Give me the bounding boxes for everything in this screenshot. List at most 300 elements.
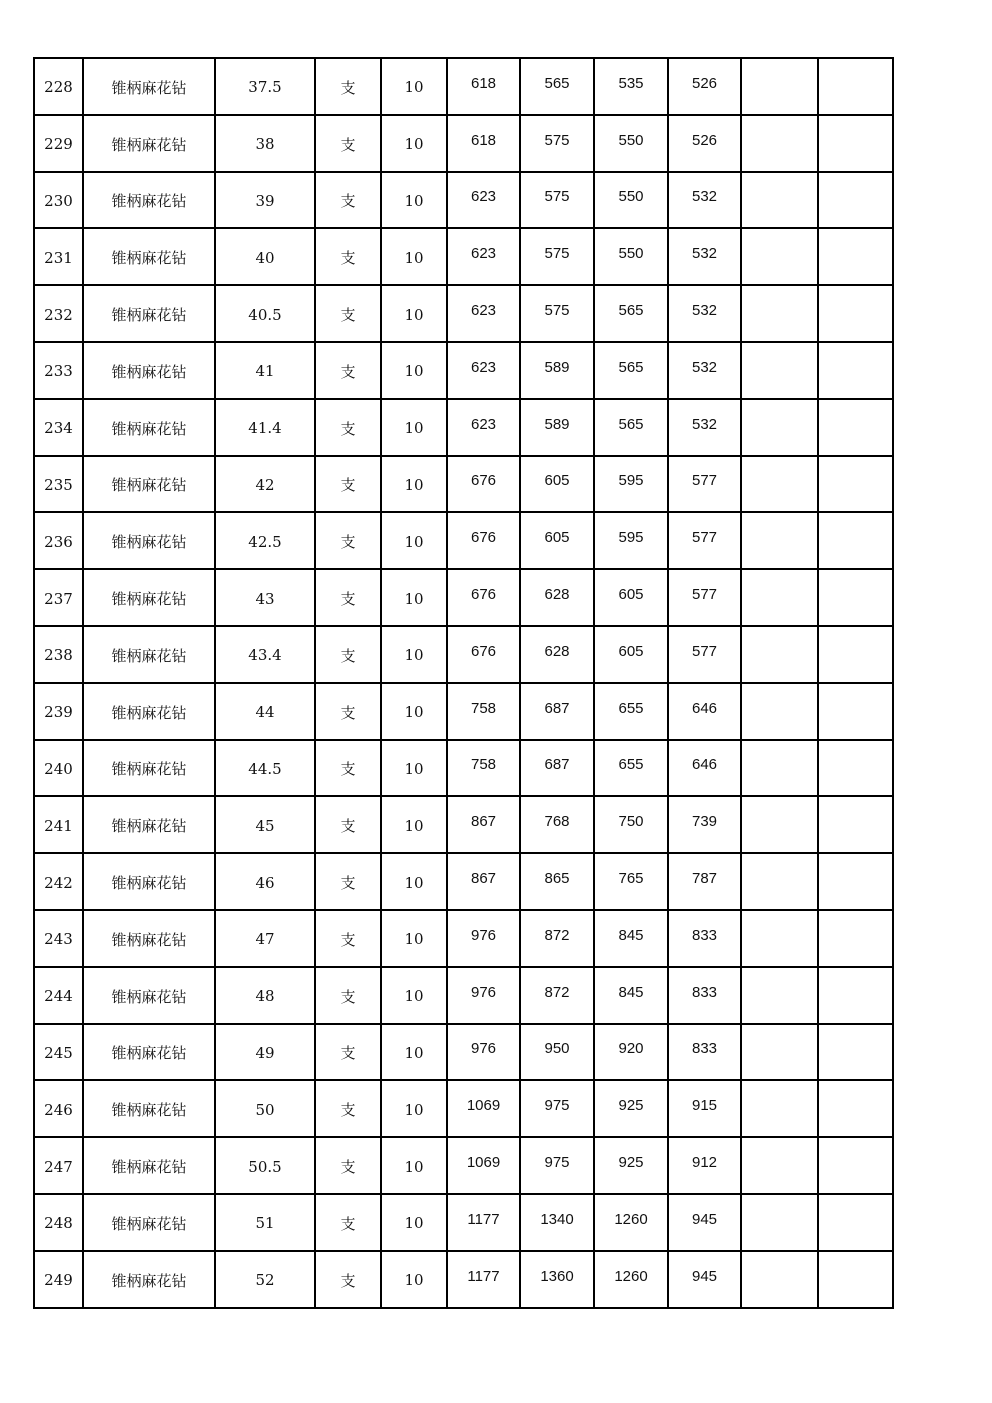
quantity-cell (381, 740, 447, 797)
row-number-cell (34, 172, 83, 229)
price-4-cell-text: 945 (691, 1267, 718, 1285)
quantity-cell-text: 10 (404, 1157, 424, 1176)
price-4-cell (668, 853, 741, 910)
spec-cell-text: 43 (255, 589, 275, 608)
unit-cell-text: 支 (340, 306, 356, 325)
row-number-cell-text: 236 (44, 532, 73, 551)
quantity-cell (381, 285, 447, 342)
price-1-cell (447, 1080, 520, 1137)
unit-cell-text: 支 (340, 135, 356, 154)
blank-cell-2 (818, 1194, 893, 1251)
item-name-cell (83, 399, 215, 456)
item-name-cell (83, 796, 215, 853)
spec-cell (215, 1137, 315, 1194)
item-name-cell-text: 锥柄麻花钻 (111, 590, 187, 609)
price-4-cell-text: 833 (691, 926, 718, 944)
item-name-cell (83, 1137, 215, 1194)
spec-cell (215, 1194, 315, 1251)
price-3-cell (594, 456, 668, 513)
price-2-cell (520, 740, 594, 797)
price-1-cell-text: 623 (470, 245, 497, 263)
blank-cell-1 (741, 626, 818, 683)
item-name-cell-text: 锥柄麻花钻 (111, 1158, 187, 1177)
item-name-cell (83, 58, 215, 115)
table-row (34, 967, 893, 1024)
quantity-cell-text: 10 (404, 816, 424, 835)
table-row (34, 740, 893, 797)
row-number-cell (34, 1080, 83, 1137)
spec-cell (215, 342, 315, 399)
unit-cell (315, 115, 381, 172)
blank-cell-1 (741, 569, 818, 626)
unit-cell-text: 支 (340, 1101, 356, 1120)
blank-cell-1 (741, 1080, 818, 1137)
price-3-cell (594, 1024, 668, 1081)
price-2-cell (520, 796, 594, 853)
quantity-cell (381, 683, 447, 740)
unit-cell (315, 58, 381, 115)
price-2-cell (520, 1251, 594, 1308)
price-2-cell (520, 342, 594, 399)
item-name-cell (83, 512, 215, 569)
spec-cell-text: 43.4 (248, 646, 282, 665)
price-4-cell (668, 115, 741, 172)
table-row (34, 172, 893, 229)
blank-cell-2 (818, 967, 893, 1024)
item-name-cell (83, 456, 215, 513)
table-row (34, 910, 893, 967)
price-2-cell (520, 967, 594, 1024)
price-1-cell (447, 1251, 520, 1308)
quantity-cell (381, 1080, 447, 1137)
spec-cell (215, 399, 315, 456)
price-2-cell-text: 589 (544, 358, 570, 376)
price-4-cell (668, 285, 741, 342)
price-3-cell-text: 565 (618, 302, 644, 320)
blank-cell-2 (818, 399, 893, 456)
spec-cell (215, 115, 315, 172)
quantity-cell-text: 10 (404, 987, 424, 1006)
blank-cell-2 (818, 115, 893, 172)
quantity-cell-text: 10 (404, 646, 424, 665)
quantity-cell (381, 1251, 447, 1308)
unit-cell-text: 支 (340, 249, 356, 268)
price-1-cell (447, 740, 520, 797)
row-number-cell-text: 243 (44, 930, 73, 949)
row-number-cell-text: 246 (44, 1100, 73, 1119)
row-number-cell (34, 342, 83, 399)
price-1-cell-text: 1177 (467, 1210, 500, 1228)
price-4-cell-text: 526 (691, 74, 718, 92)
spec-cell (215, 1080, 315, 1137)
unit-cell (315, 285, 381, 342)
quantity-cell (381, 1137, 447, 1194)
quantity-cell (381, 853, 447, 910)
item-name-cell-text: 锥柄麻花钻 (111, 987, 187, 1006)
spec-cell-text: 46 (255, 873, 275, 892)
price-2-cell (520, 569, 594, 626)
price-2-cell (520, 172, 594, 229)
price-4-cell (668, 172, 741, 229)
item-name-cell-text: 锥柄麻花钻 (111, 1101, 187, 1120)
spec-cell-text: 38 (255, 135, 275, 154)
unit-cell-text: 支 (340, 78, 356, 97)
quantity-cell-text: 10 (404, 475, 424, 494)
price-2-cell-text: 1360 (540, 1267, 574, 1285)
blank-cell-1 (741, 228, 818, 285)
price-1-cell (447, 683, 520, 740)
price-4-cell (668, 1251, 741, 1308)
row-number-cell (34, 683, 83, 740)
quantity-cell-text: 10 (404, 1214, 424, 1233)
price-1-cell (447, 342, 520, 399)
row-number-cell-text: 239 (44, 703, 73, 722)
blank-cell-2 (818, 910, 893, 967)
price-4-cell (668, 1024, 741, 1081)
price-2-cell-text: 687 (544, 699, 570, 717)
quantity-cell-text: 10 (404, 930, 424, 949)
price-3-cell-text: 565 (618, 358, 644, 376)
unit-cell (315, 853, 381, 910)
item-name-cell (83, 172, 215, 229)
price-1-cell-text: 976 (470, 1040, 497, 1058)
quantity-cell (381, 626, 447, 683)
price-1-cell-text: 618 (470, 74, 497, 92)
spec-cell-text: 48 (255, 987, 275, 1006)
price-4-cell (668, 796, 741, 853)
price-1-cell-text: 623 (470, 415, 497, 433)
item-name-cell-text: 锥柄麻花钻 (111, 78, 187, 97)
blank-cell-2 (818, 172, 893, 229)
price-3-cell-text: 750 (618, 813, 644, 831)
price-1-cell (447, 1194, 520, 1251)
quantity-cell (381, 115, 447, 172)
item-name-cell-text: 锥柄麻花钻 (111, 249, 187, 268)
unit-cell (315, 1024, 381, 1081)
table-body (34, 58, 893, 1308)
price-1-cell-text: 676 (470, 472, 497, 490)
unit-cell-text: 支 (340, 987, 356, 1006)
price-1-cell (447, 1137, 520, 1194)
price-3-cell (594, 512, 668, 569)
quantity-cell (381, 796, 447, 853)
price-1-cell-text: 618 (470, 131, 497, 149)
spec-cell-text: 44 (255, 703, 275, 722)
price-3-cell (594, 1080, 668, 1137)
item-name-cell (83, 1251, 215, 1308)
item-name-cell-text: 锥柄麻花钻 (111, 646, 187, 665)
quantity-cell-text: 10 (404, 1271, 424, 1290)
price-2-cell-text: 605 (544, 472, 570, 490)
unit-cell (315, 796, 381, 853)
price-1-cell-text: 867 (470, 813, 497, 831)
quantity-cell (381, 1024, 447, 1081)
blank-cell-1 (741, 1137, 818, 1194)
quantity-cell (381, 228, 447, 285)
spec-cell-text: 50 (255, 1100, 275, 1119)
row-number-cell-text: 228 (44, 78, 73, 97)
quantity-cell (381, 569, 447, 626)
quantity-cell (381, 58, 447, 115)
row-number-cell (34, 285, 83, 342)
spec-cell-text: 40 (255, 248, 275, 267)
price-3-cell-text: 595 (618, 472, 644, 490)
row-number-cell (34, 1251, 83, 1308)
unit-cell (315, 228, 381, 285)
item-name-cell-text: 锥柄麻花钻 (111, 760, 187, 779)
price-2-cell-text: 589 (544, 415, 570, 433)
row-number-cell-text: 235 (44, 475, 73, 494)
spec-cell-text: 45 (255, 816, 275, 835)
price-2-cell (520, 115, 594, 172)
blank-cell-2 (818, 512, 893, 569)
price-4-cell (668, 1137, 741, 1194)
spec-cell (215, 569, 315, 626)
item-name-cell (83, 683, 215, 740)
price-3-cell (594, 910, 668, 967)
table-row (34, 1251, 893, 1308)
unit-cell-text: 支 (340, 533, 356, 552)
price-1-cell (447, 58, 520, 115)
spec-cell (215, 1024, 315, 1081)
table-row (34, 399, 893, 456)
spec-cell (215, 740, 315, 797)
row-number-cell-text: 240 (44, 759, 73, 778)
item-name-cell-text: 锥柄麻花钻 (111, 1044, 187, 1063)
row-number-cell (34, 1024, 83, 1081)
price-1-cell-text: 623 (470, 302, 497, 320)
price-1-cell-text: 976 (470, 983, 497, 1001)
price-4-cell-text: 532 (691, 302, 718, 320)
row-number-cell-text: 248 (44, 1214, 73, 1233)
row-number-cell (34, 1194, 83, 1251)
blank-cell-1 (741, 967, 818, 1024)
unit-cell (315, 456, 381, 513)
spec-cell-text: 41.4 (248, 419, 282, 438)
price-3-cell-text: 655 (618, 699, 644, 717)
price-2-cell-text: 575 (544, 188, 570, 206)
item-name-cell (83, 910, 215, 967)
price-3-cell-text: 605 (618, 642, 644, 660)
price-2-cell (520, 853, 594, 910)
unit-cell (315, 967, 381, 1024)
price-1-cell (447, 626, 520, 683)
item-name-cell-text: 锥柄麻花钻 (111, 1271, 187, 1290)
spec-cell (215, 512, 315, 569)
quantity-cell-text: 10 (404, 305, 424, 324)
item-name-cell-text: 锥柄麻花钻 (111, 306, 187, 325)
price-4-cell (668, 910, 741, 967)
price-1-cell-text: 758 (470, 756, 497, 774)
price-2-cell (520, 1024, 594, 1081)
price-2-cell-text: 628 (544, 642, 570, 660)
price-1-cell-text: 623 (470, 358, 497, 376)
unit-cell (315, 1251, 381, 1308)
price-2-cell (520, 399, 594, 456)
blank-cell-2 (818, 1251, 893, 1308)
price-2-cell (520, 512, 594, 569)
price-1-cell-text: 676 (470, 586, 497, 604)
price-1-cell (447, 285, 520, 342)
price-3-cell (594, 683, 668, 740)
table-row (34, 58, 893, 115)
quantity-cell-text: 10 (404, 873, 424, 892)
unit-cell-text: 支 (340, 362, 356, 381)
blank-cell-2 (818, 1024, 893, 1081)
blank-cell-1 (741, 1024, 818, 1081)
price-3-cell-text: 1260 (614, 1267, 648, 1285)
row-number-cell-text: 234 (44, 419, 73, 438)
table-row (34, 512, 893, 569)
row-number-cell (34, 115, 83, 172)
price-4-cell (668, 512, 741, 569)
price-3-cell-text: 845 (618, 926, 644, 944)
price-4-cell-text: 833 (691, 983, 718, 1001)
price-3-cell-text: 565 (618, 415, 644, 433)
unit-cell (315, 399, 381, 456)
spec-cell (215, 58, 315, 115)
row-number-cell (34, 740, 83, 797)
price-4-cell-text: 577 (691, 642, 718, 660)
price-1-cell (447, 910, 520, 967)
unit-cell-text: 支 (340, 1044, 356, 1063)
blank-cell-2 (818, 342, 893, 399)
price-1-cell-text: 1069 (466, 1154, 501, 1172)
price-1-cell (447, 796, 520, 853)
price-2-cell-text: 575 (544, 245, 570, 263)
spec-cell (215, 683, 315, 740)
row-number-cell (34, 58, 83, 115)
price-3-cell-text: 535 (618, 74, 644, 92)
price-4-cell (668, 740, 741, 797)
price-2-cell-text: 575 (544, 302, 570, 320)
price-3-cell-text: 925 (618, 1097, 644, 1115)
row-number-cell (34, 456, 83, 513)
quantity-cell (381, 172, 447, 229)
blank-cell-1 (741, 683, 818, 740)
price-3-cell (594, 58, 668, 115)
blank-cell-1 (741, 285, 818, 342)
quantity-cell (381, 399, 447, 456)
table-row (34, 626, 893, 683)
price-4-cell-text: 526 (691, 131, 718, 149)
quantity-cell-text: 10 (404, 191, 424, 210)
item-name-cell (83, 1194, 215, 1251)
price-2-cell-text: 687 (544, 756, 570, 774)
blank-cell-2 (818, 796, 893, 853)
price-4-cell-text: 577 (691, 529, 718, 547)
row-number-cell-text: 238 (44, 646, 73, 665)
price-1-cell (447, 967, 520, 1024)
price-3-cell-text: 595 (618, 529, 644, 547)
price-3-cell-text: 605 (618, 586, 644, 604)
price-3-cell-text: 1260 (614, 1210, 648, 1228)
unit-cell (315, 1080, 381, 1137)
unit-cell-text: 支 (340, 817, 356, 836)
price-3-cell (594, 172, 668, 229)
price-4-cell-text: 915 (691, 1097, 718, 1115)
price-3-cell (594, 1251, 668, 1308)
quantity-cell (381, 456, 447, 513)
price-3-cell (594, 1137, 668, 1194)
unit-cell-text: 支 (340, 760, 356, 779)
item-name-cell-text: 锥柄麻花钻 (111, 362, 187, 381)
quantity-cell-text: 10 (404, 759, 424, 778)
row-number-cell-text: 244 (44, 987, 73, 1006)
price-3-cell (594, 626, 668, 683)
item-name-cell (83, 1024, 215, 1081)
item-name-cell (83, 740, 215, 797)
quantity-cell-text: 10 (404, 1043, 424, 1062)
table-row (34, 285, 893, 342)
price-3-cell (594, 569, 668, 626)
item-name-cell-text: 锥柄麻花钻 (111, 930, 187, 949)
price-2-cell (520, 626, 594, 683)
price-3-cell-text: 550 (618, 188, 644, 206)
price-table (33, 57, 894, 1309)
price-2-cell-text: 1340 (540, 1210, 574, 1228)
spec-cell-text: 49 (255, 1043, 275, 1062)
table-row (34, 853, 893, 910)
row-number-cell-text: 241 (44, 816, 73, 835)
price-4-cell-text: 577 (691, 472, 718, 490)
price-2-cell (520, 1137, 594, 1194)
unit-cell (315, 512, 381, 569)
spec-cell-text: 41 (255, 362, 275, 381)
item-name-cell (83, 1080, 215, 1137)
unit-cell (315, 683, 381, 740)
price-3-cell-text: 550 (618, 131, 644, 149)
row-number-cell-text: 237 (44, 589, 73, 608)
item-name-cell (83, 626, 215, 683)
row-number-cell-text: 231 (44, 248, 73, 267)
spec-cell-text: 52 (255, 1271, 275, 1290)
blank-cell-1 (741, 342, 818, 399)
row-number-cell (34, 569, 83, 626)
item-name-cell (83, 967, 215, 1024)
price-1-cell (447, 1024, 520, 1081)
price-4-cell (668, 342, 741, 399)
price-2-cell (520, 456, 594, 513)
row-number-cell-text: 233 (44, 362, 73, 381)
quantity-cell-text: 10 (404, 532, 424, 551)
price-4-cell-text: 912 (691, 1154, 718, 1172)
item-name-cell-text: 锥柄麻花钻 (111, 1214, 187, 1233)
row-number-cell (34, 853, 83, 910)
blank-cell-1 (741, 1194, 818, 1251)
row-number-cell-text: 229 (44, 135, 73, 154)
price-3-cell (594, 228, 668, 285)
spec-cell (215, 1251, 315, 1308)
price-4-cell-text: 945 (691, 1210, 718, 1228)
price-4-cell-text: 787 (691, 870, 718, 888)
price-2-cell-text: 768 (544, 813, 570, 831)
blank-cell-2 (818, 626, 893, 683)
blank-cell-2 (818, 285, 893, 342)
price-1-cell (447, 512, 520, 569)
spec-cell (215, 910, 315, 967)
price-3-cell (594, 796, 668, 853)
price-1-cell (447, 228, 520, 285)
price-4-cell (668, 569, 741, 626)
spec-cell-text: 37.5 (248, 78, 282, 97)
price-4-cell (668, 1194, 741, 1251)
price-2-cell (520, 58, 594, 115)
price-3-cell (594, 285, 668, 342)
item-name-cell-text: 锥柄麻花钻 (111, 192, 187, 211)
spec-cell-text: 47 (255, 930, 275, 949)
quantity-cell-text: 10 (404, 362, 424, 381)
